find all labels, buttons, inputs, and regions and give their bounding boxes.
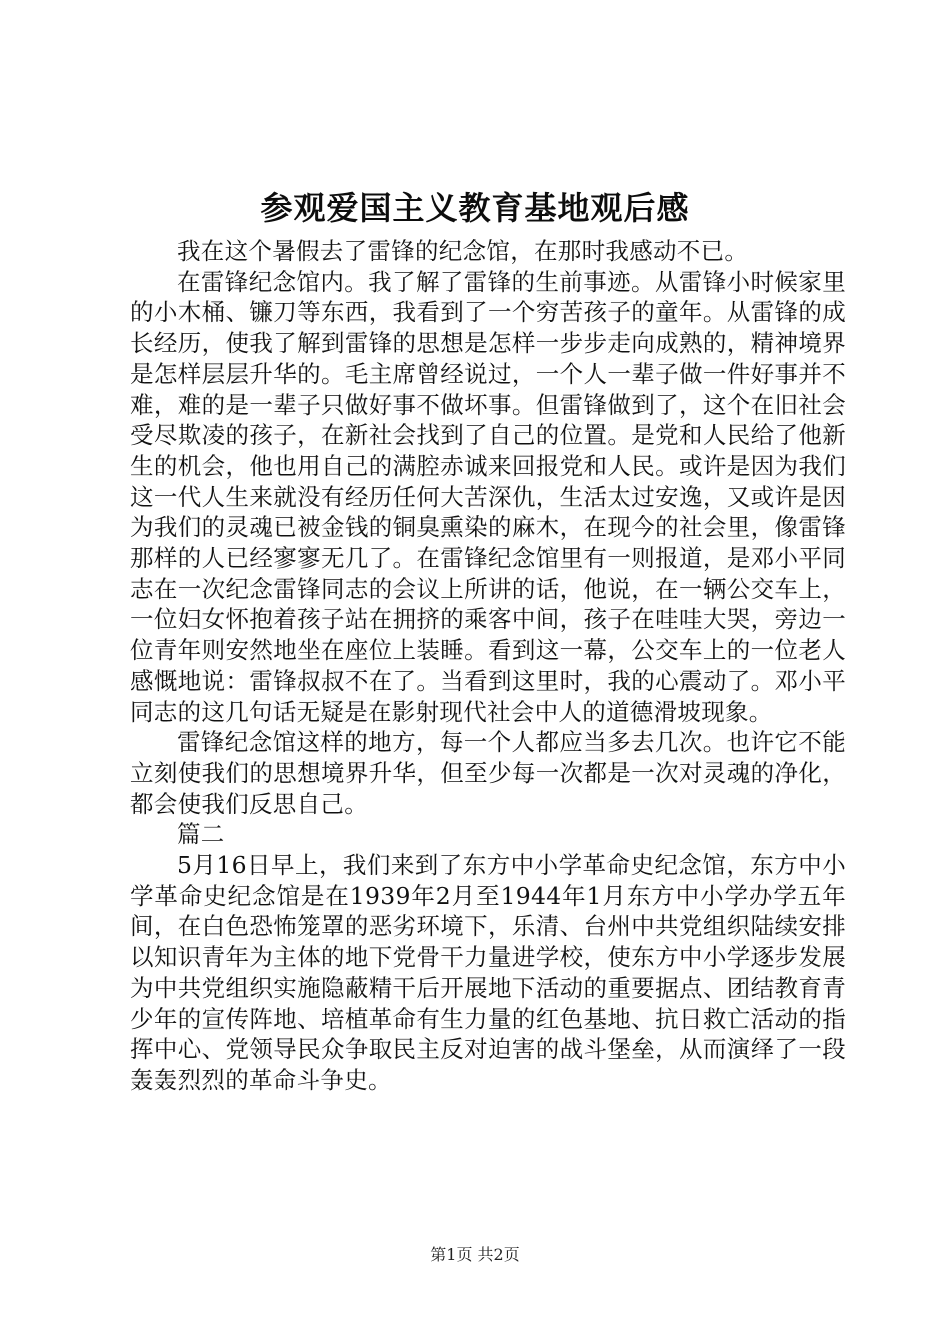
paragraph-reflection: 雷锋纪念馆这样的地方，每一个人都应当多去几次。也许它不能立刻使我们的思想境界升华，但至少每一次都是一次对灵魂的净化，都会使我们反思自己。 xyxy=(130,728,846,818)
section-heading-part-two: 篇二 xyxy=(177,820,225,849)
paragraph-museum-visit: 在雷锋纪念馆内。我了解了雷锋的生前事迹。从雷锋小时候家里的小木桶、镰刀等东西，我看到了一个穷苦孩子的童年。从雷锋的成长经历，使我了解到雷锋的思想是怎样一步步走向成熟的，精神境界是怎样层层升华的。毛主席曾经说过，一个人一辈子做一件好事并不难，难的是一辈子只做好事不做坏事。但雷锋做到了，这个在旧社会受尽欺凌的孩子，在新社会找到了自己的位置。是党和人民给了他新生的机会，他也用自己的满腔赤诚来回报党和人民。或许是因为我们这一代人生来就没有经历任何大苦深仇，生活太过安逸，又或许是因为我们的灵魂已被金钱的铜臭熏染的麻木，在现今的社会里，像雷锋那样的人已经寥寥无几了。在雷锋纪念馆里有一则报道，是邓小平同志在一次纪念雷锋同志的会议上所讲的话，他说，在一辆公交车上，一位妇女怀抱着孩子站在拥挤的乘客中间，孩子在哇哇大哭，旁边一位青年则安然地坐在座位上装睡。看到这一幕，公交车上的一位老人感慨地说：雷锋叔叔不在了。当看到这里时，我的心震动了。邓小平同志的这几句话无疑是在影射现代社会中人的道德滑坡现象。 xyxy=(130,267,846,726)
document-title: 参观爱国主义教育基地观后感 xyxy=(260,189,690,227)
document-body xyxy=(130,236,846,1096)
paragraph-dongfang-museum: 5月16日早上，我们来到了东方中小学革命史纪念馆，东方中小学革命史纪念馆是在1939年2月至1944年1月东方中小学办学五年间，在白色恐怖笼罩的恶劣环境下，乐清、台州中共党组织陆续安排以知识青年为主体的地下党骨干力量进学校，使东方中小学逐步发展为中共党组织实施隐蔽精干后开展地下活动的重要据点、团结教育青少年的宣传阵地、培植革命有生力量的红色基地、抗日救亡活动的指挥中心、党领导民众争取民主反对迫害的战斗堡垒，从而演绎了一段轰轰烈烈的革命斗争史。 xyxy=(130,851,846,1094)
page-footer: 第1页 共2页 xyxy=(430,1245,520,1264)
paragraph-intro: 我在这个暑假去了雷锋的纪念馆，在那时我感动不已。 xyxy=(177,237,749,265)
